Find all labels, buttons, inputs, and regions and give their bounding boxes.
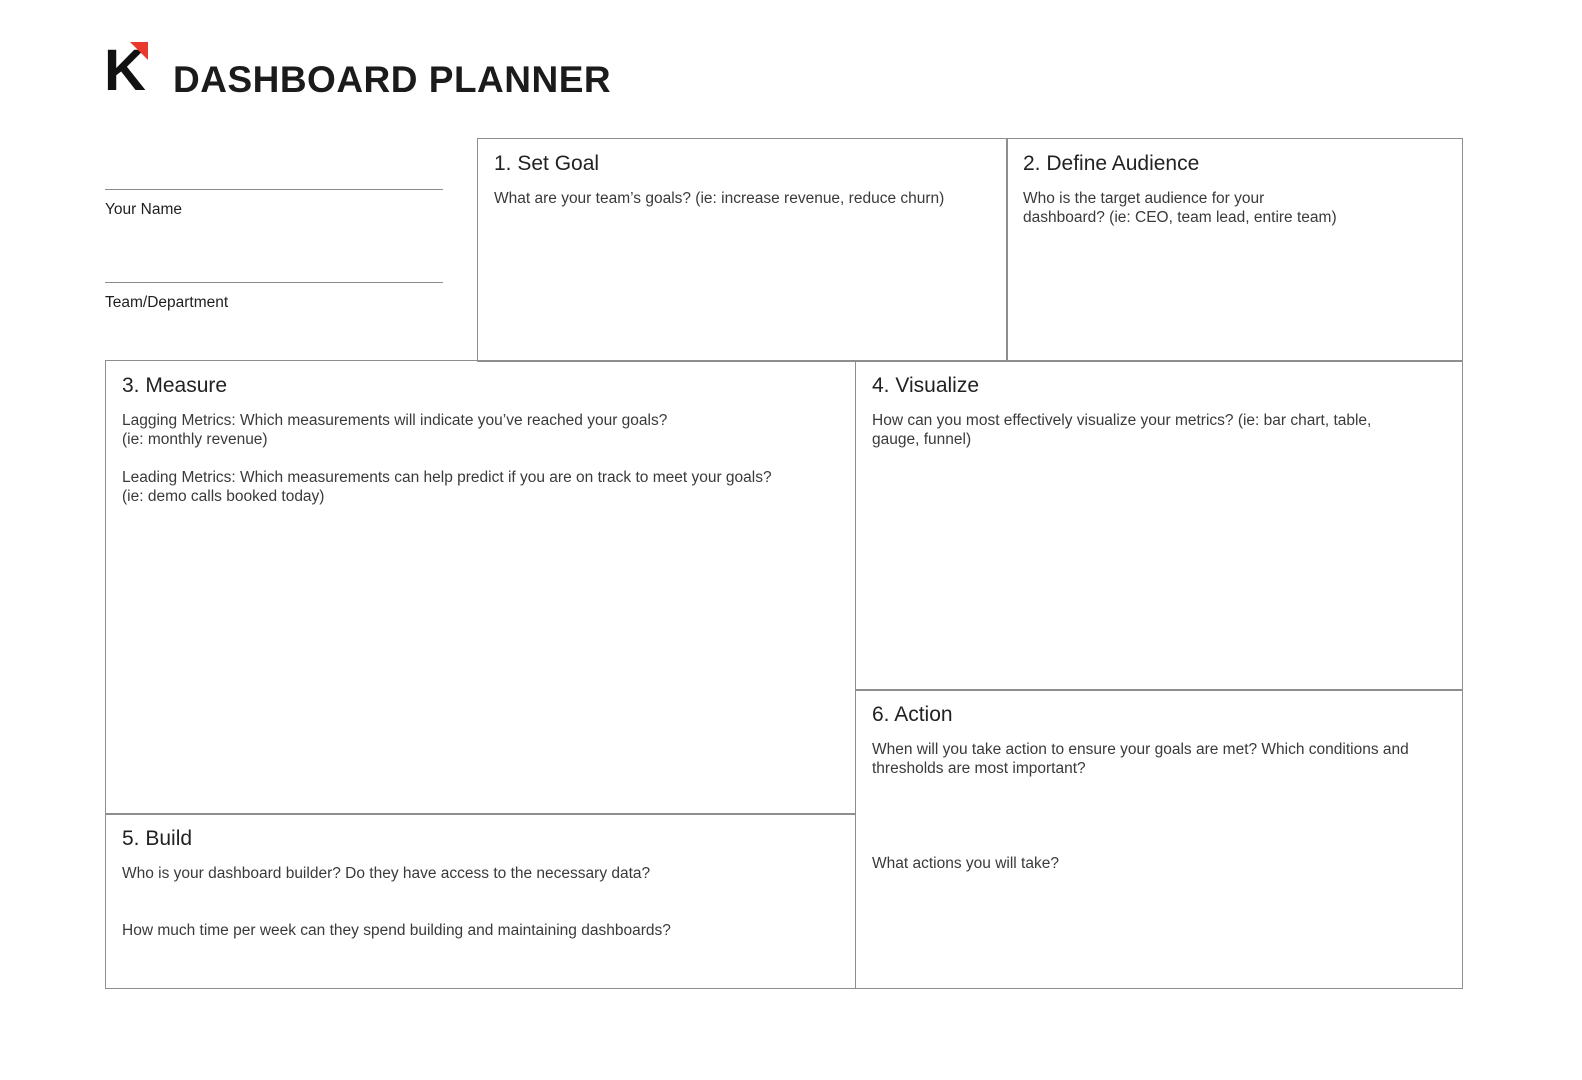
team-department-input-line[interactable] bbox=[105, 282, 443, 283]
logo-accent-icon bbox=[130, 42, 148, 60]
define-audience-question-line: dashboard? (ie: CEO, team lead, entire team) bbox=[1023, 209, 1337, 226]
your-name-input-line[interactable] bbox=[105, 189, 443, 190]
action-when-question-line: thresholds are most important? bbox=[872, 760, 1086, 777]
define-audience-box[interactable] bbox=[1006, 138, 1463, 362]
build-time-question: How much time per week can they spend building and maintaining dashboards? bbox=[122, 922, 671, 939]
set-goal-question: What are your team’s goals? (ie: increase revenue, reduce churn) bbox=[494, 190, 945, 207]
build-box[interactable] bbox=[105, 813, 856, 989]
logo-letter: K bbox=[104, 38, 144, 103]
define-audience-question-line: Who is the target audience for your bbox=[1023, 190, 1265, 207]
set-goal-heading: 1. Set Goal bbox=[494, 152, 600, 175]
define-audience-heading: 2. Define Audience bbox=[1023, 152, 1200, 175]
page-title: DASHBOARD PLANNER bbox=[173, 59, 612, 100]
action-box[interactable] bbox=[855, 689, 1463, 989]
team-department-field[interactable] bbox=[105, 282, 443, 313]
action-what-question: What actions you will take? bbox=[872, 855, 1059, 872]
visualize-question-line: How can you most effectively visualize your metrics? (ie: bar chart, table, bbox=[872, 412, 1372, 429]
leading-metrics-question: Leading Metrics: Which measurements can help predict if you are on track to meet your goals? bbox=[122, 469, 772, 486]
visualize-question-line: gauge, funnel) bbox=[872, 431, 972, 448]
lagging-metrics-question: Lagging Metrics: Which measurements will indicate you’ve reached your goals? bbox=[122, 412, 668, 429]
your-name-field[interactable] bbox=[105, 189, 443, 220]
build-heading: 5. Build bbox=[122, 827, 193, 850]
set-goal-box[interactable] bbox=[477, 138, 1008, 362]
build-builder-question: Who is your dashboard builder? Do they have access to the necessary data? bbox=[122, 865, 651, 882]
measure-box[interactable] bbox=[105, 360, 856, 815]
action-when-question-line: When will you take action to ensure your goals are met? Which conditions and bbox=[872, 741, 1409, 758]
your-name-label: Your Name bbox=[105, 201, 182, 218]
visualize-heading: 4. Visualize bbox=[872, 374, 980, 397]
leading-metrics-example: (ie: demo calls booked today) bbox=[122, 488, 325, 505]
action-heading: 6. Action bbox=[872, 703, 953, 726]
team-department-label: Team/Department bbox=[105, 294, 229, 311]
lagging-metrics-example: (ie: monthly revenue) bbox=[122, 431, 268, 448]
brand-logo bbox=[104, 38, 154, 103]
visualize-box[interactable] bbox=[855, 360, 1463, 691]
measure-heading: 3. Measure bbox=[122, 374, 228, 397]
